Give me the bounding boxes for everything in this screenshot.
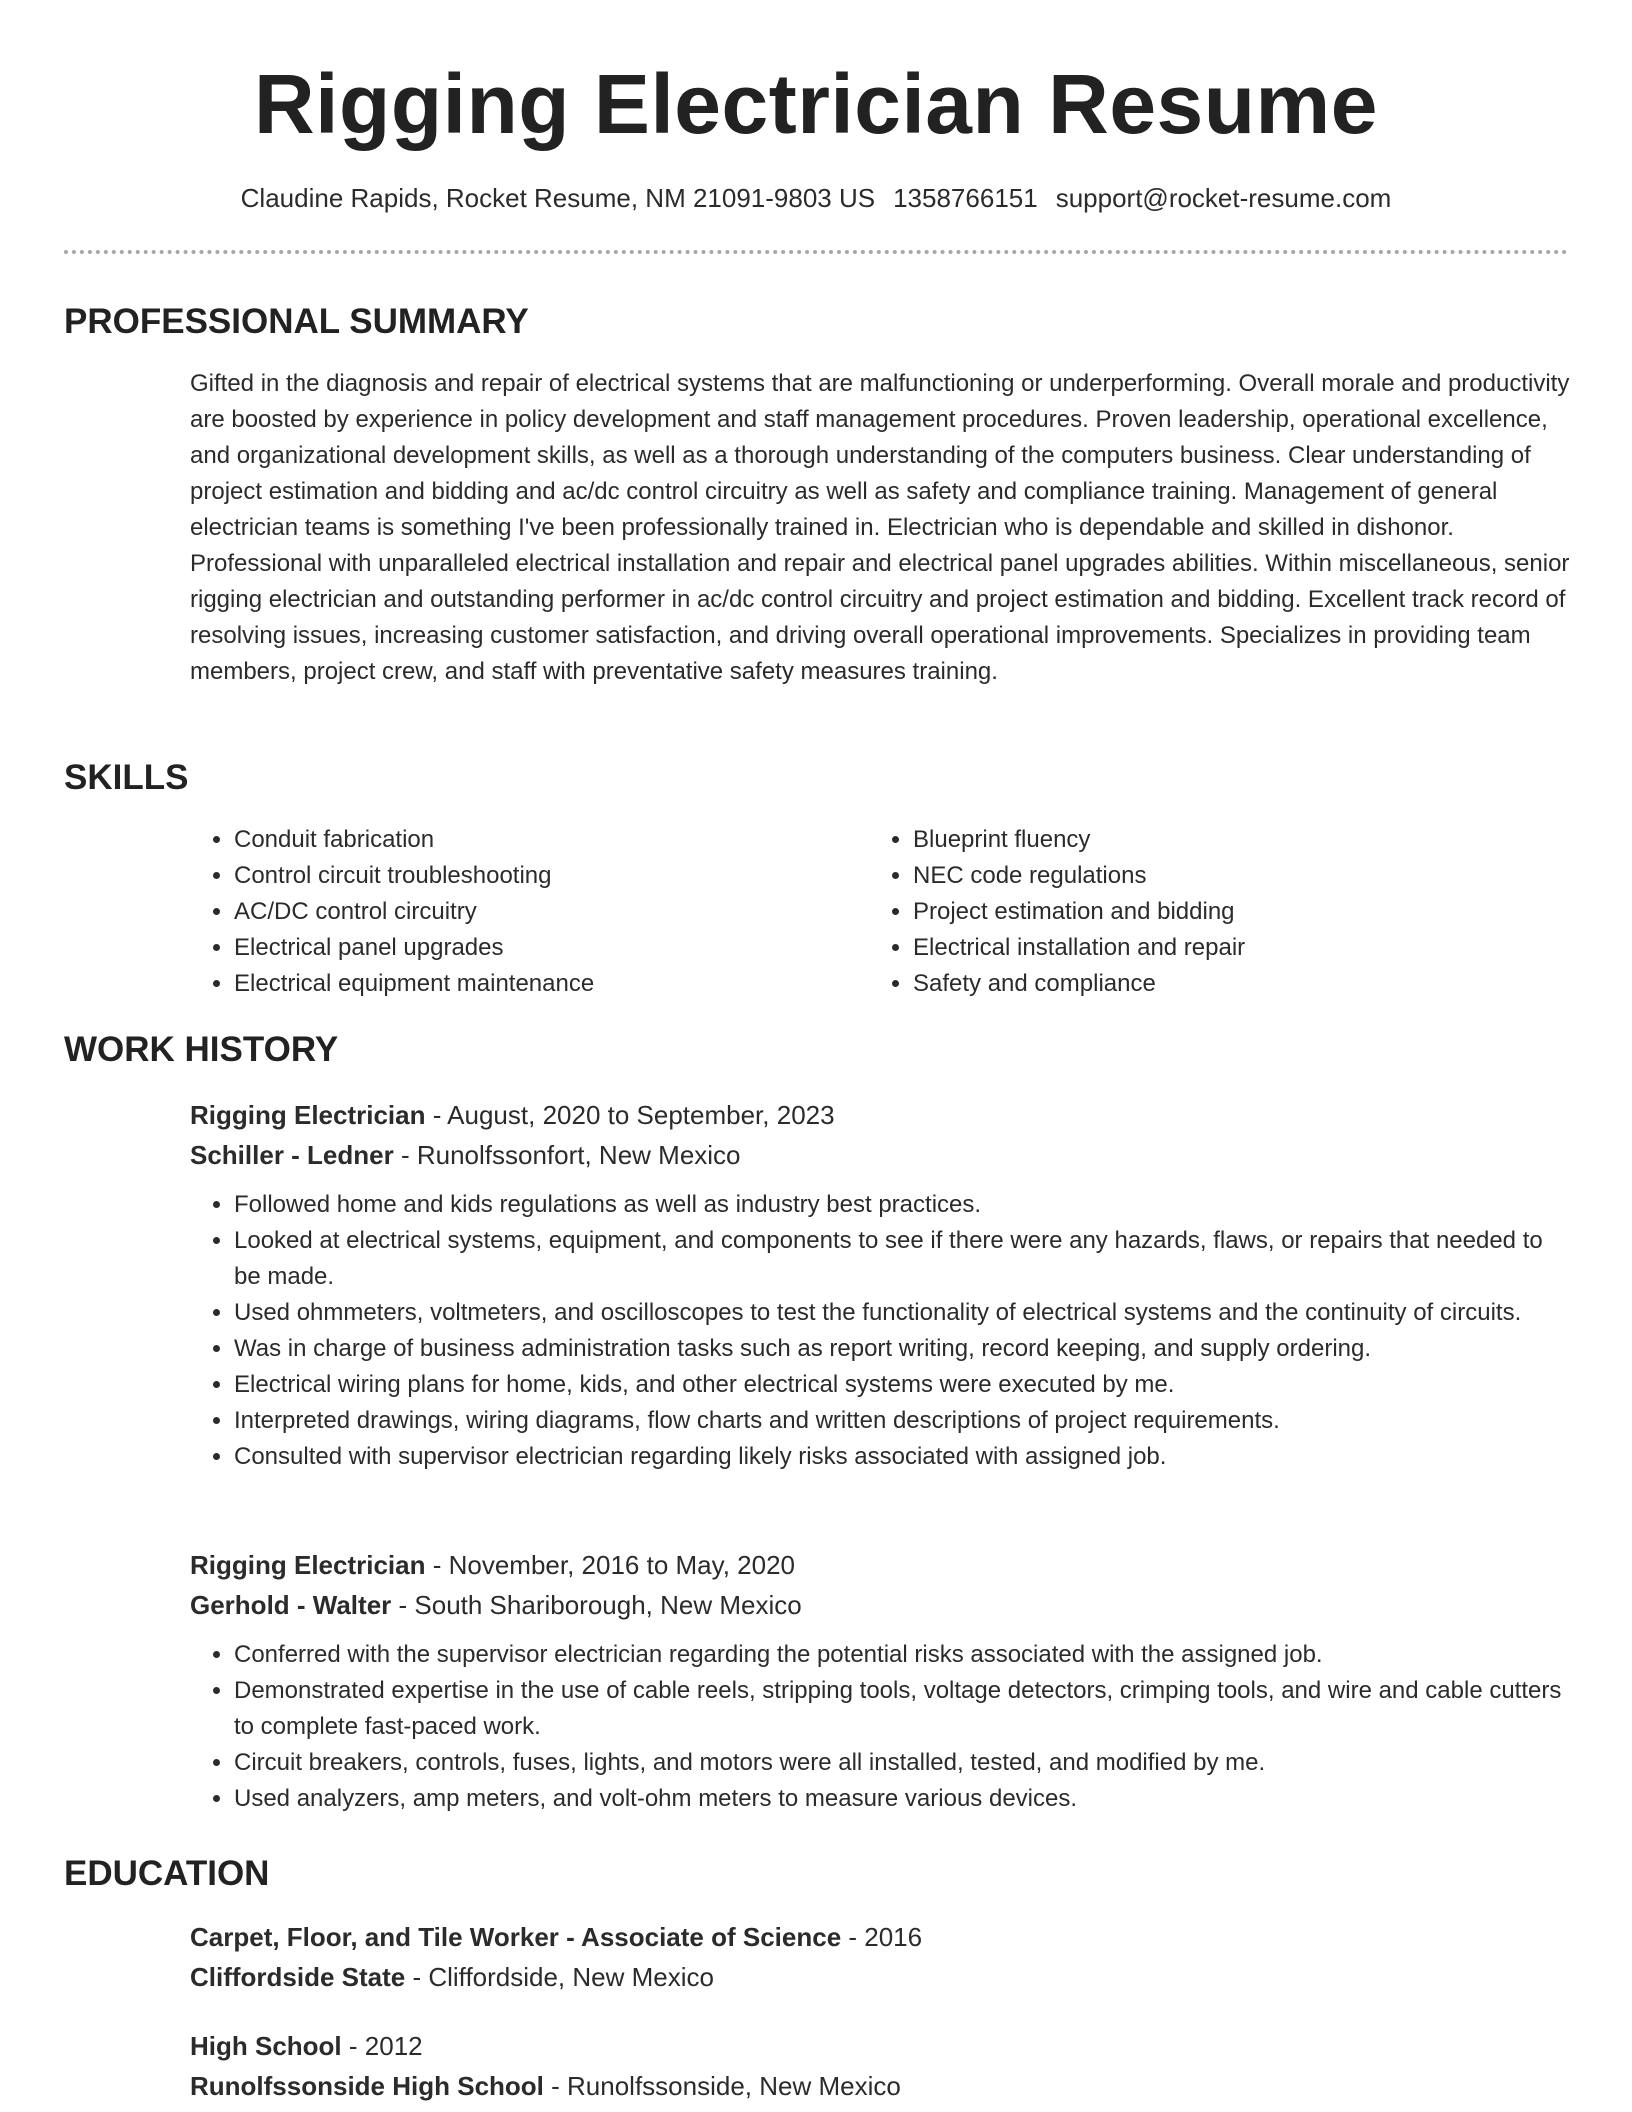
degree-year: - 2012: [341, 2031, 423, 2061]
job-title-line: [190, 1545, 1570, 1585]
job-bullet: • Consulted with supervisor electrician regarding likely risks associated with assigned job.: [234, 1439, 1570, 1475]
job-bullet: • Was in charge of business administration tasks such as report writing, record keeping, and supply ordering.: [234, 1331, 1570, 1367]
school-line: [190, 1957, 1570, 1997]
job-title: Rigging Electrician: [190, 1100, 426, 1130]
skill-item: • Conduit fabrication: [234, 822, 854, 858]
employer-line: [190, 1135, 1570, 1175]
skills-list-left: [190, 822, 854, 1002]
skill-item: • Electrical installation and repair: [913, 930, 1533, 966]
contact-email: support@rocket-resume.com: [1055, 183, 1392, 213]
section-title-skills: SKILLS: [64, 758, 189, 797]
employer-location: - Runolfssonfort, New Mexico: [393, 1140, 741, 1170]
job-dates: - November, 2016 to May, 2020: [425, 1550, 795, 1580]
job-bullet: • Used analyzers, amp meters, and volt-ohm meters to measure various devices.: [234, 1781, 1570, 1817]
contact-phone: 1358766151: [893, 183, 1038, 213]
contact-address: Claudine Rapids, Rocket Resume, NM 21091-9803 US: [240, 183, 876, 213]
school-name: Runolfssonside High School: [190, 2071, 544, 2101]
employer-name: Schiller - Ledner: [190, 1140, 394, 1170]
job-bullet: • Followed home and kids regulations as well as industry best practices.: [234, 1187, 1570, 1223]
degree-name: Carpet, Floor, and Tile Worker - Associate of Science: [190, 1922, 842, 1952]
summary-paragraph: Gifted in the diagnosis and repair of electrical systems that are malfunctioning or underperforming. Overall morale and productivity are boosted by experience in policy development and staff management procedures. Proven leadership, operational excellence, and organizational development skills, as well as a thorough understanding of the computers business. Clear understanding of project estimation and bidding and ac/dc control circuitry as well as safety and compliance training. Management of general electrician teams is something I've been professionally trained in. Electrician who is dependable and skilled in dishonor. Professional with unparalleled electrical installation and repair and electrical panel upgrades abilities. Within miscellaneous, senior rigging electrician and outstanding performer in ac/dc control circuitry and project estimation and bidding. Excellent track record of resolving issues, increasing customer satisfaction, and driving overall operational improvements. Specializes in providing team members, project crew, and staff with preventative safety measures training.: [190, 370, 1570, 685]
work-entry: [190, 1095, 1570, 1475]
school-line: [190, 2066, 1570, 2106]
school-location: - Runolfssonside, New Mexico: [543, 2071, 901, 2101]
job-title: Rigging Electrician: [190, 1550, 426, 1580]
school-location: - Cliffordside, New Mexico: [405, 1962, 714, 1992]
job-bullet: • Electrical wiring plans for home, kids, and other electrical systems were executed by me.: [234, 1367, 1570, 1403]
education-entry: [190, 2026, 1570, 2106]
skill-item: • Control circuit troubleshooting: [234, 858, 854, 894]
skill-item: • Electrical panel upgrades: [234, 930, 854, 966]
work-entry: [190, 1545, 1570, 1817]
job-bullet: • Demonstrated expertise in the use of cable reels, stripping tools, voltage detectors, crimping tools, and wire and cable cutters to complete fast-paced work.: [234, 1673, 1570, 1745]
resume-title: Rigging Electrician Resume: [254, 57, 1378, 151]
skill-item: • Safety and compliance: [913, 966, 1533, 1002]
degree-line: [190, 1917, 1570, 1957]
skill-item: • Blueprint fluency: [913, 822, 1533, 858]
skill-item: • Electrical equipment maintenance: [234, 966, 854, 1002]
school-name: Cliffordside State: [190, 1962, 406, 1992]
employer-line: [190, 1585, 1570, 1625]
job-title-line: [190, 1095, 1570, 1135]
job-bullets: [190, 1637, 1570, 1817]
skill-item: • Project estimation and bidding: [913, 894, 1533, 930]
header-divider: [64, 250, 1568, 254]
job-bullet: • Used ohmmeters, voltmeters, and oscilloscopes to test the functionality of electrical systems and the continuity of circuits.: [234, 1295, 1570, 1331]
contact-line: [0, 180, 1632, 216]
section-title-summary: PROFESSIONAL SUMMARY: [64, 302, 529, 341]
job-bullet: • Conferred with the supervisor electrician regarding the potential risks associated with the assigned job.: [234, 1637, 1570, 1673]
degree-name: High School: [190, 2031, 342, 2061]
skill-item: • NEC code regulations: [913, 858, 1533, 894]
job-bullet: • Looked at electrical systems, equipment, and components to see if there were any hazards, flaws, or repairs that needed to be made.: [234, 1223, 1570, 1295]
section-title-education: EDUCATION: [64, 1854, 270, 1893]
employer-location: - South Shariborough, New Mexico: [391, 1590, 802, 1620]
skills-list-right: [869, 822, 1533, 1002]
section-title-work-history: WORK HISTORY: [64, 1030, 339, 1069]
job-bullet: • Interpreted drawings, wiring diagrams, flow charts and written descriptions of project requirements.: [234, 1403, 1570, 1439]
job-bullet: • Circuit breakers, controls, fuses, lights, and motors were all installed, tested, and modified by me.: [234, 1745, 1570, 1781]
job-bullets: [190, 1187, 1570, 1475]
degree-year: - 2016: [841, 1922, 923, 1952]
employer-name: Gerhold - Walter: [190, 1590, 392, 1620]
skill-item: • AC/DC control circuitry: [234, 894, 854, 930]
education-entry: [190, 1917, 1570, 1997]
degree-line: [190, 2026, 1570, 2066]
job-dates: - August, 2020 to September, 2023: [425, 1100, 835, 1130]
